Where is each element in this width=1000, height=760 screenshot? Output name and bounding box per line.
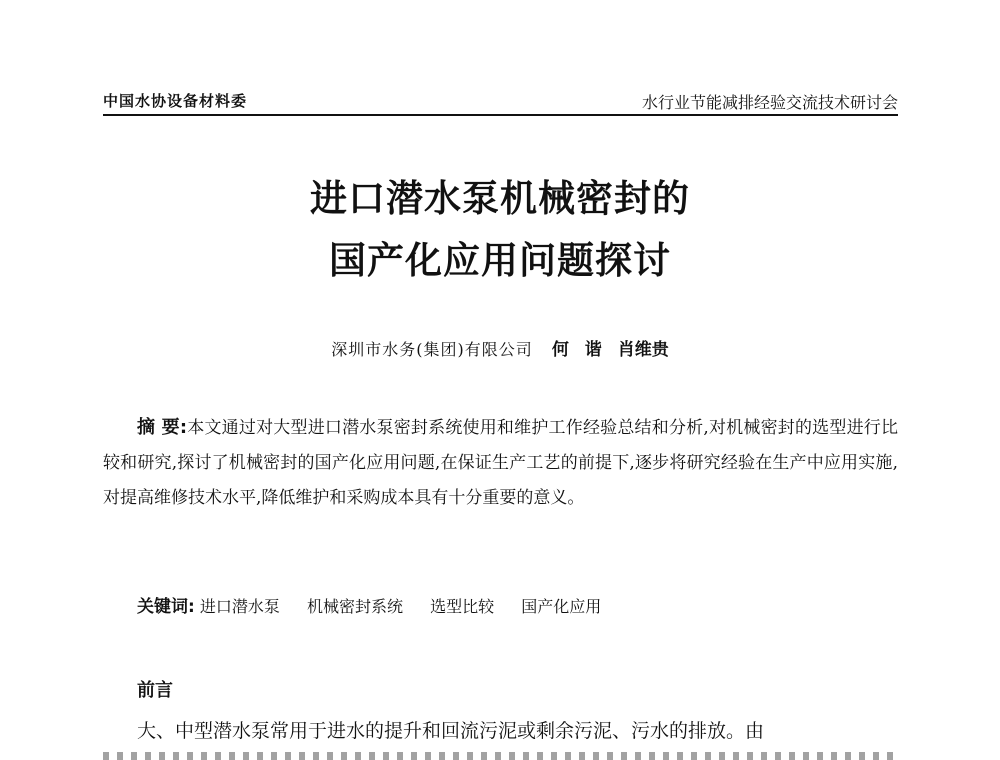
keyword-item: 机械密封系统 — [307, 597, 404, 616]
header-conference: 水行业节能减排经验交流技术研讨会 — [641, 93, 898, 112]
author-organization: 深圳市水务(集团)有限公司 — [331, 340, 533, 359]
section-heading: 前言 — [137, 680, 173, 701]
header-publisher: 中国水协设备材料委 — [103, 92, 248, 110]
header-rule — [103, 114, 898, 116]
author-line — [0, 335, 1000, 360]
keywords-label: 关键词: — [137, 597, 195, 617]
paper-title-line-1: 进口潜水泵机械密封的 — [310, 176, 690, 220]
paper-title-line-2: 国产化应用问题探讨 — [329, 238, 671, 282]
author-names: 何 谐 肖维贵 — [551, 340, 669, 360]
cut-off-text-line — [103, 752, 898, 760]
abstract-text: 本文通过对大型进口潜水泵密封系统使用和维护工作经验总结和分析,对机械密封的选型进行比较和研究,探讨了机械密封的国产化应用问题,在保证生产工艺的前提下,逐步将研究经验在生产中应用实施,对提高维修技术水平,降低维护和采购成本具有十分重要的意义。 — [103, 418, 898, 508]
intro-paragraph: 大、中型潜水泵常用于进水的提升和回流污泥或剩余污泥、污水的排放。由 — [137, 720, 765, 742]
keyword-item: 进口潜水泵 — [199, 597, 280, 616]
abstract — [103, 410, 898, 516]
keywords — [137, 592, 623, 617]
running-header — [103, 90, 898, 114]
abstract-label: 摘 要: — [137, 417, 188, 438]
keyword-item: 国产化应用 — [521, 597, 602, 616]
keyword-item: 选型比较 — [430, 597, 495, 616]
